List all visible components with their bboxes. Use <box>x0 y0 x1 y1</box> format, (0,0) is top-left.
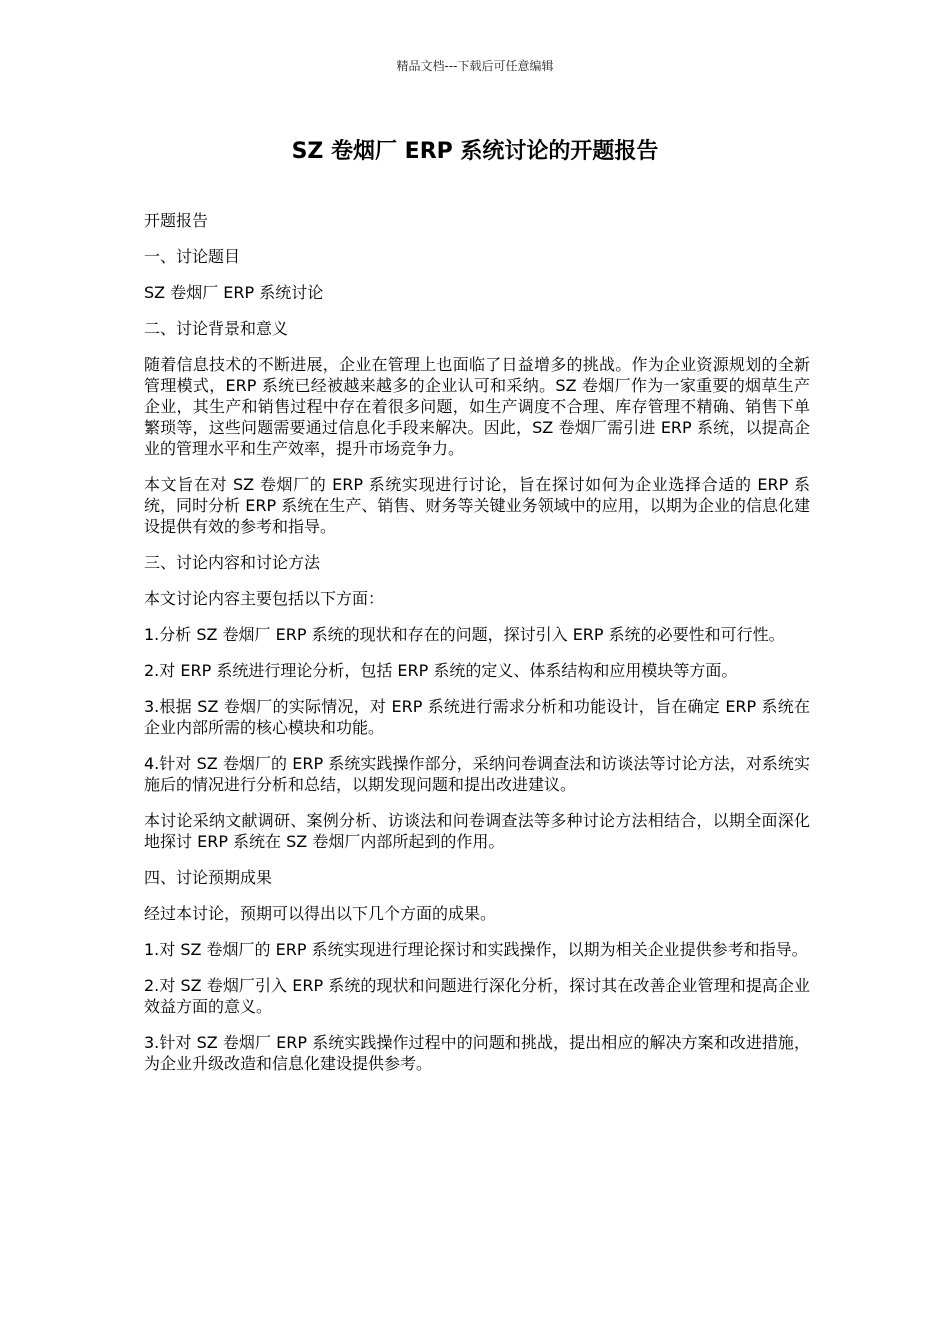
content-item-2: 2.对 ERP 系统进行理论分析，包括 ERP 系统的定义、体系结构和应用模块等方面。 <box>144 661 738 680</box>
content-intro: 本文讨论内容主要包括以下方面： <box>144 589 385 608</box>
header-note: 精品文档---下载后可任意编辑 <box>396 59 554 73</box>
result-item-3: 3.针对 SZ 卷烟厂 ERP 系统实践操作过程中的问题和挑战，提出相应的解决方案和改进措施，为企业升级改造和信息化建设提供参考。 <box>144 1033 810 1073</box>
background-paragraph-1: 随着信息技术的不断进展，企业在管理上也面临了日益增多的挑战。作为企业资源规划的全新管理模式，ERP 系统已经被越来越多的企业认可和采纳。SZ 卷烟厂作为一家重要的烟草生产企业，其生产和销售过程中存在着很多问题，如生产调度不合理、库存管理不精确、销售下单繁琐等，这些问题需要通过信息化手段来解决。因此，SZ 卷烟厂需引进 ERP 系统，以提高企业的管理水平和生产效率，提升市场竞争力。 <box>144 355 810 458</box>
content-item-4: 4.针对 SZ 卷烟厂的 ERP 系统实践操作部分，采纳问卷调查法和访谈法等讨论方法，对系统实施后的情况进行分析和总结，以期发现问题和提出改进建议。 <box>144 754 810 794</box>
section-heading-background: 二、讨论背景和意义 <box>144 319 289 338</box>
results-intro: 经过本讨论，预期可以得出以下几个方面的成果。 <box>144 904 497 923</box>
result-item-1: 1.对 SZ 卷烟厂的 ERP 系统实现进行理论探讨和实践操作，以期为相关企业提供参考和指导。 <box>144 940 808 959</box>
document-body <box>144 210 810 1089</box>
content-item-1: 1.分析 SZ 卷烟厂 ERP 系统的现状和存在的问题，探讨引入 ERP 系统的必要性和可行性。 <box>144 625 785 644</box>
method-paragraph: 本讨论采纳文献调研、案例分析、访谈法和问卷调查法等多种讨论方法相结合，以期全面深化地探讨 ERP 系统在 SZ 卷烟厂内部所起到的作用。 <box>144 811 810 851</box>
section-heading-content-method: 三、讨论内容和讨论方法 <box>144 553 321 572</box>
section-heading-topic: 一、讨论题目 <box>144 247 241 266</box>
background-paragraph-2: 本文旨在对 SZ 卷烟厂的 ERP 系统实现进行讨论，旨在探讨如何为企业选择合适的 ERP 系统，同时分析 ERP 系统在生产、销售、财务等关键业务领域中的应用，以期为企业的信息化建设提供有效的参考和指导。 <box>144 475 810 536</box>
heading-report: 开题报告 <box>144 211 209 230</box>
content-item-3: 3.根据 SZ 卷烟厂的实际情况，对 ERP 系统进行需求分析和功能设计，旨在确定 ERP 系统在企业内部所需的核心模块和功能。 <box>144 697 810 737</box>
result-item-2: 2.对 SZ 卷烟厂引入 ERP 系统的现状和问题进行深化分析，探讨其在改善企业管理和提高企业效益方面的意义。 <box>144 976 810 1016</box>
topic-text: SZ 卷烟厂 ERP 系统讨论 <box>144 283 324 302</box>
section-heading-expected-results: 四、讨论预期成果 <box>144 868 273 887</box>
document-title: SZ 卷烟厂 ERP 系统讨论的开题报告 <box>291 139 659 164</box>
